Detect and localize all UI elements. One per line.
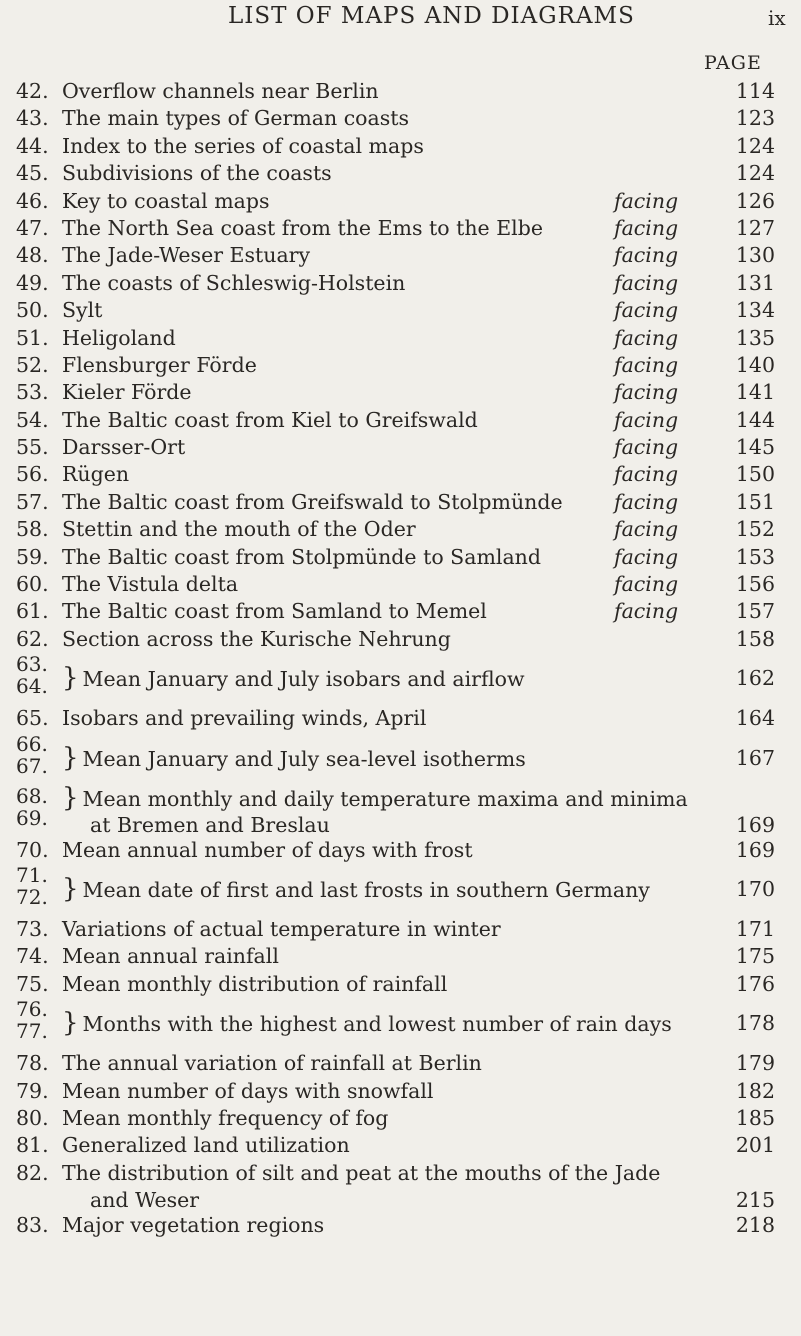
page-title: LIST OF MAPS AND DIAGRAMS (228, 3, 635, 29)
item-text: The Jade-Weser Estuary (62, 243, 311, 268)
item-number: 78. (16, 1051, 49, 1076)
item-page: 182 (735, 1078, 775, 1103)
item-facing: facing (614, 462, 679, 487)
item-text: Generalized land utilization (62, 1133, 350, 1158)
item-facing: facing (614, 352, 679, 377)
item-text-continued: at Bremen and Breslau (90, 812, 330, 837)
item-text: Heligoland (62, 325, 176, 350)
list-item (0, 461, 801, 488)
item-text: Mean monthly frequency of fog (62, 1105, 389, 1130)
item-number: 43. (16, 106, 49, 131)
list-item-68-69 (0, 782, 801, 837)
item-text: Kieler Förde (62, 380, 192, 405)
item-page: 153 (735, 544, 775, 569)
item-number: 67. (16, 753, 48, 778)
list-item (0, 544, 801, 571)
item-number: 62. (16, 626, 49, 651)
item-text: The coasts of Schleswig-Holstein (62, 270, 406, 295)
item-number: 60. (16, 572, 49, 597)
item-page: 171 (735, 916, 775, 941)
list-item (0, 971, 801, 998)
item-page: 169 (735, 812, 775, 837)
item-number: 69. (16, 805, 48, 830)
list-item-76-77 (0, 998, 801, 1050)
item-text: Stettin and the mouth of the Oder (62, 517, 416, 542)
item-page: 131 (735, 270, 775, 295)
brace-icon: } (62, 663, 79, 694)
item-page: 134 (735, 298, 775, 323)
item-number: 51. (16, 325, 49, 350)
item-number: 79. (16, 1078, 49, 1103)
item-facing: facing (614, 407, 679, 432)
list-item (0, 297, 801, 324)
item-facing: facing (614, 599, 679, 624)
list-item (0, 571, 801, 598)
brace-icon: } (62, 782, 79, 813)
list-item (0, 379, 801, 406)
item-number: 68. (16, 783, 48, 808)
list-item-70 (0, 837, 801, 864)
item-page: 127 (735, 215, 775, 240)
page-header (0, 3, 801, 43)
item-text: The annual variation of rainfall at Berlin (62, 1051, 482, 1076)
list-item-71-72 (0, 864, 801, 916)
item-number: 82. (16, 1160, 49, 1185)
item-facing: facing (614, 188, 679, 213)
item-number: 45. (16, 161, 49, 186)
list-item-65 (0, 705, 801, 732)
item-text: Rügen (62, 462, 130, 487)
item-text: Variations of actual temperature in winter (62, 916, 501, 941)
item-page: 157 (735, 599, 775, 624)
page-number-roman: ix (768, 6, 786, 30)
item-page: 144 (735, 407, 775, 432)
list-item (0, 943, 801, 970)
item-number: 52. (16, 352, 49, 377)
item-page: 164 (735, 706, 775, 731)
item-number: 76. (16, 997, 48, 1022)
item-number: 71. (16, 862, 48, 887)
item-page: 201 (735, 1133, 775, 1158)
item-text: Key to coastal maps (62, 188, 270, 213)
item-number: 61. (16, 599, 49, 624)
item-number: 49. (16, 270, 49, 295)
list-item (0, 242, 801, 269)
list-item (0, 270, 801, 297)
item-facing: facing (614, 215, 679, 240)
item-number: 59. (16, 544, 49, 569)
item-text: Mean annual rainfall (62, 944, 279, 969)
list-item (0, 215, 801, 242)
item-text: The Baltic coast from Kiel to Greifswald (62, 407, 478, 432)
item-number: 48. (16, 243, 49, 268)
item-facing: facing (614, 298, 679, 323)
item-page: 141 (735, 380, 775, 405)
item-text: Subdivisions of the coasts (62, 161, 332, 186)
item-page: 130 (735, 243, 775, 268)
item-text: Mean monthly distribution of rainfall (62, 971, 448, 996)
item-facing: facing (614, 243, 679, 268)
item-text: Mean January and July sea-level isotherms (82, 746, 526, 771)
brace-icon: } (62, 1008, 79, 1039)
item-page: 152 (735, 517, 775, 542)
item-facing: facing (614, 489, 679, 514)
item-page: 158 (735, 626, 775, 651)
item-text: Flensburger Förde (62, 352, 257, 377)
item-page: 124 (735, 133, 775, 158)
item-text: Mean number of days with snowfall (62, 1078, 434, 1103)
item-number: 55. (16, 435, 49, 460)
item-text: Mean January and July isobars and airflow (82, 667, 525, 692)
list-item-82 (0, 1160, 801, 1212)
item-text: The Baltic coast from Greifswald to Stolpmünde (62, 489, 563, 514)
item-text: The North Sea coast from the Ems to the Elbe (62, 215, 543, 240)
item-number: 70. (16, 837, 49, 862)
item-text: The Vistula delta (62, 572, 239, 597)
item-page: 167 (735, 745, 775, 770)
item-page: 162 (735, 666, 775, 691)
item-number: 58. (16, 517, 49, 542)
item-page: 114 (735, 79, 775, 103)
list-item (0, 598, 801, 625)
item-facing: facing (614, 517, 679, 542)
item-number: 80. (16, 1105, 49, 1130)
list-item (0, 78, 801, 105)
item-facing: facing (614, 270, 679, 295)
item-number: 77. (16, 1019, 48, 1044)
item-text: Overflow channels near Berlin (62, 79, 379, 103)
item-number: 66. (16, 731, 48, 756)
brace-icon: } (62, 742, 79, 773)
item-number: 57. (16, 489, 49, 514)
item-page: 170 (735, 876, 775, 901)
item-text-continued: and Weser (90, 1187, 200, 1212)
list-item-83 (0, 1212, 801, 1239)
item-facing: facing (614, 572, 679, 597)
item-page: 150 (735, 462, 775, 487)
item-text: The Baltic coast from Stolpmünde to Samland (62, 544, 541, 569)
item-number: 56. (16, 462, 49, 487)
item-facing: facing (614, 325, 679, 350)
list-item (0, 352, 801, 379)
item-page: 151 (735, 489, 775, 514)
item-number: 53. (16, 380, 49, 405)
page-column-heading: PAGE (704, 52, 762, 74)
item-page: 123 (735, 106, 775, 131)
list-item (0, 1050, 801, 1077)
item-page: 156 (735, 572, 775, 597)
item-facing: facing (614, 435, 679, 460)
list-item-63-64 (0, 653, 801, 705)
list-item (0, 489, 801, 516)
item-number: 44. (16, 133, 49, 158)
list-item (0, 407, 801, 434)
list-item (0, 434, 801, 461)
item-text: Mean monthly and daily temperature maxima and minima (82, 786, 688, 811)
list-item (0, 1078, 801, 1105)
item-page: 124 (735, 161, 775, 186)
item-number: 50. (16, 298, 49, 323)
item-number: 63. (16, 652, 48, 677)
item-text: Isobars and prevailing winds, April (62, 706, 427, 731)
item-facing: facing (614, 544, 679, 569)
list-item (0, 1132, 801, 1159)
item-page: 169 (735, 837, 775, 862)
list-item (0, 1105, 801, 1132)
list-item-66-67 (0, 733, 801, 785)
item-page: 145 (735, 435, 775, 460)
item-number: 81. (16, 1133, 49, 1158)
item-page: 176 (735, 971, 775, 996)
item-text: Mean annual number of days with frost (62, 837, 473, 862)
item-text: The main types of German coasts (62, 106, 410, 131)
item-text: The distribution of silt and peat at the mouths of the Jade (62, 1160, 661, 1185)
list-item (0, 626, 801, 653)
item-text: Mean date of first and last frosts in southern Germany (82, 877, 650, 902)
list-item (0, 188, 801, 215)
item-text: Index to the series of coastal maps (62, 133, 424, 158)
item-text: Darsser-Ort (62, 435, 186, 460)
item-number: 74. (16, 944, 49, 969)
item-text: Months with the highest and lowest number of rain days (82, 1012, 672, 1037)
item-number: 83. (16, 1212, 49, 1237)
item-text: Major vegetation regions (62, 1212, 325, 1237)
item-number: 72. (16, 884, 48, 909)
item-page: 178 (735, 1011, 775, 1036)
item-page: 175 (735, 944, 775, 969)
list-item (0, 325, 801, 352)
list-item (0, 133, 801, 160)
maps-list (0, 78, 801, 1239)
item-page: 218 (735, 1212, 775, 1237)
item-number: 64. (16, 674, 48, 699)
item-page: 179 (735, 1051, 775, 1076)
item-page: 135 (735, 325, 775, 350)
item-number: 54. (16, 407, 49, 432)
list-item (0, 160, 801, 187)
item-number: 65. (16, 706, 49, 731)
item-page: 140 (735, 352, 775, 377)
item-text: The Baltic coast from Samland to Memel (62, 599, 487, 624)
brace-icon: } (62, 873, 79, 904)
item-number: 75. (16, 971, 49, 996)
list-item (0, 105, 801, 132)
item-number: 73. (16, 916, 49, 941)
item-facing: facing (614, 380, 679, 405)
item-text: Section across the Kurische Nehrung (62, 626, 451, 651)
item-text: Sylt (62, 298, 103, 323)
item-page: 185 (735, 1105, 775, 1130)
item-page: 215 (735, 1187, 775, 1212)
list-item (0, 916, 801, 943)
item-number: 42. (16, 79, 49, 103)
item-number: 46. (16, 188, 49, 213)
item-number: 47. (16, 215, 49, 240)
list-item (0, 516, 801, 543)
item-page: 126 (735, 188, 775, 213)
